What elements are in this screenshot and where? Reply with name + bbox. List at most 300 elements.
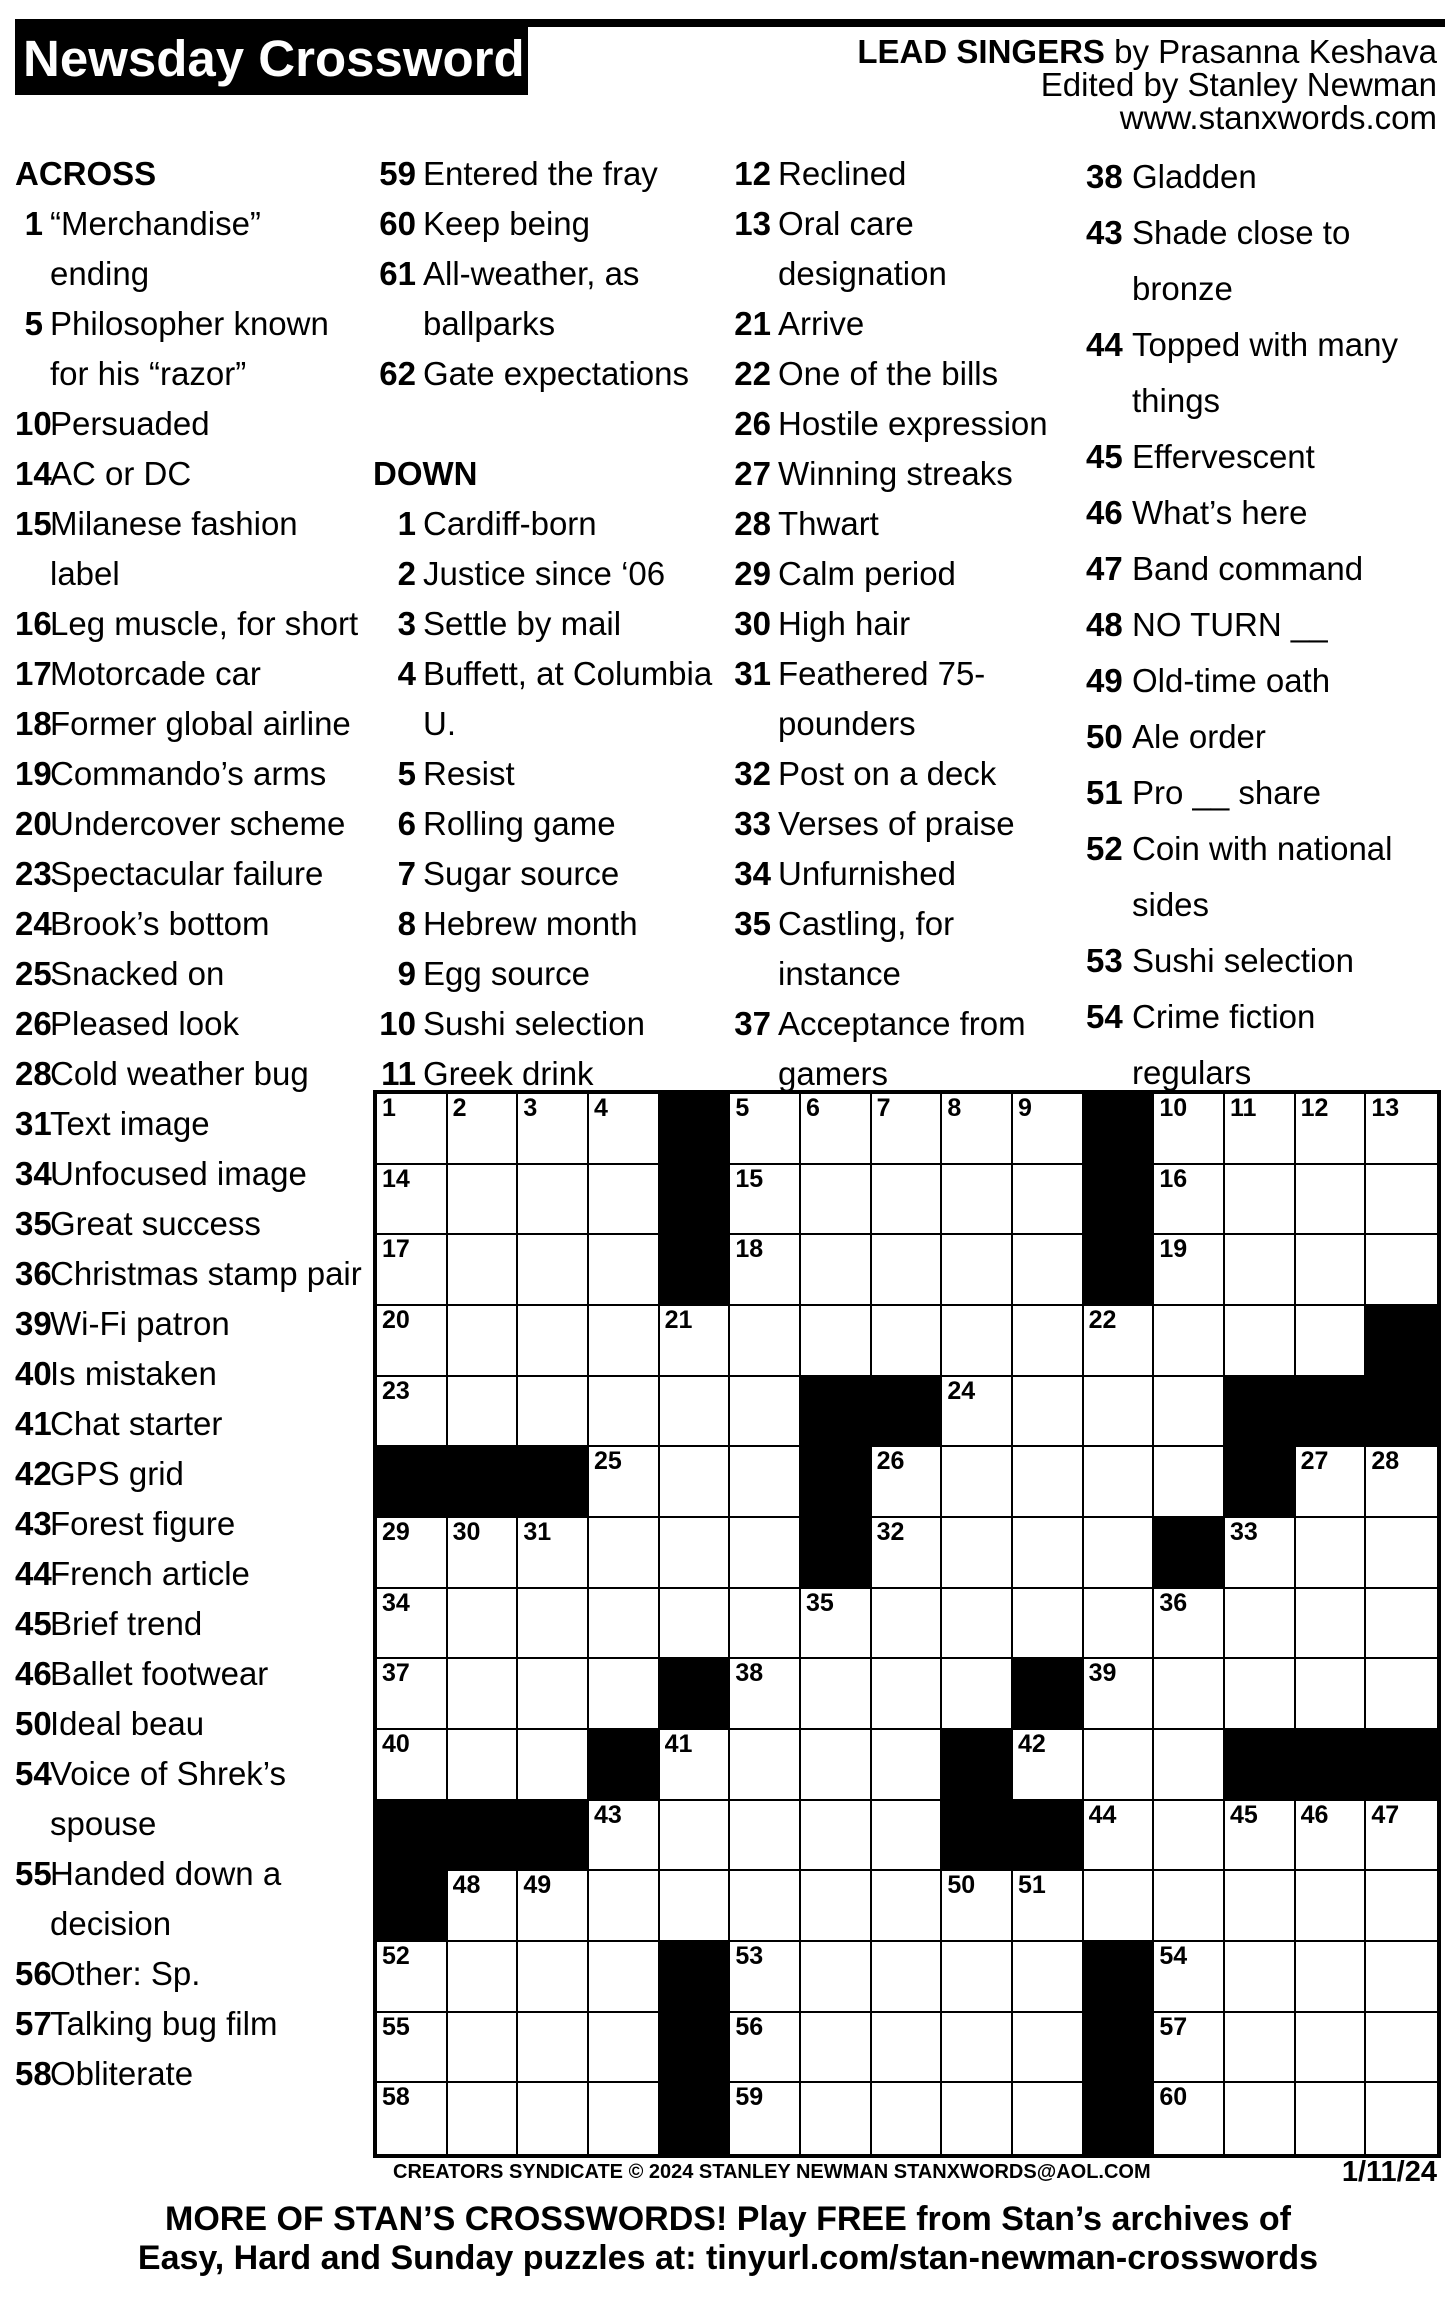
- grid-cell[interactable]: [660, 1447, 731, 1518]
- grid-cell[interactable]: [730, 2083, 801, 2154]
- grid-cell[interactable]: [1225, 1094, 1296, 1165]
- grid-cell[interactable]: [1296, 1801, 1367, 1872]
- grid-cell[interactable]: [1084, 1589, 1155, 1660]
- grid-cell[interactable]: [589, 1659, 660, 1730]
- clue-text: Oral care designation: [778, 205, 947, 292]
- grid-cell[interactable]: [660, 1377, 731, 1448]
- clue-text: Unfurnished: [778, 855, 956, 892]
- grid-cell[interactable]: [518, 1306, 589, 1377]
- grid-cell[interactable]: [801, 1871, 872, 1942]
- clue-number: 43: [1086, 214, 1123, 251]
- grid-cell[interactable]: [942, 1659, 1013, 1730]
- grid-cell[interactable]: [1154, 1306, 1225, 1377]
- grid-cell[interactable]: [1225, 1235, 1296, 1306]
- grid-cell[interactable]: [1225, 1801, 1296, 1872]
- grid-cell[interactable]: [518, 1589, 589, 1660]
- grid-cell[interactable]: [872, 1589, 943, 1660]
- clue-number: 22: [734, 355, 771, 392]
- cell-number: 24: [947, 1376, 976, 1405]
- grid-cell[interactable]: [1154, 1730, 1225, 1801]
- grid-cell[interactable]: [801, 1659, 872, 1730]
- grid-cell[interactable]: [1013, 1306, 1084, 1377]
- grid-cell[interactable]: [518, 1659, 589, 1730]
- grid-cell[interactable]: [589, 1801, 660, 1872]
- clue-number: 44: [15, 1555, 52, 1592]
- grid-cell[interactable]: [730, 1306, 801, 1377]
- grid-cell[interactable]: [518, 1235, 589, 1306]
- cell-number: 52: [382, 1941, 410, 1970]
- grid-cell[interactable]: [1366, 1942, 1437, 2013]
- grid-cell[interactable]: [1225, 1871, 1296, 1942]
- grid-cell[interactable]: [448, 1589, 519, 1660]
- grid-cell[interactable]: [1225, 1306, 1296, 1377]
- grid-cell[interactable]: [1296, 1942, 1367, 2013]
- grid-cell[interactable]: [872, 1801, 943, 1872]
- grid-cell[interactable]: [377, 1730, 448, 1801]
- clue-text: Forest figure: [50, 1505, 236, 1542]
- down-clue: [373, 549, 718, 599]
- grid-cell[interactable]: [1296, 1589, 1367, 1660]
- grid-cell[interactable]: [518, 1377, 589, 1448]
- across-clue: [15, 1399, 365, 1449]
- across-clue: [15, 1199, 365, 1249]
- grid-cell[interactable]: [1296, 1659, 1367, 1730]
- cell-number: 54: [1159, 1941, 1188, 1970]
- clue-number: 46: [15, 1655, 52, 1692]
- grid-cell[interactable]: [730, 1094, 801, 1165]
- grid-cell[interactable]: [730, 1871, 801, 1942]
- grid-cell[interactable]: [1296, 1306, 1367, 1377]
- grid-cell[interactable]: [1296, 1235, 1367, 1306]
- grid-cell[interactable]: [1013, 1730, 1084, 1801]
- across-clue: [15, 1749, 365, 1849]
- down-clue-list-continued: [1086, 149, 1441, 1101]
- clue-text: Band command: [1132, 550, 1364, 587]
- clue-number: 41: [15, 1405, 52, 1442]
- cell-number: 27: [1300, 1447, 1329, 1476]
- clue-text: Obliterate: [50, 2055, 194, 2092]
- cell-number: 59: [735, 2083, 764, 2112]
- clue-text: Persuaded: [50, 405, 210, 442]
- grid-cell[interactable]: [1366, 1235, 1437, 1306]
- grid-cell[interactable]: [1296, 2083, 1367, 2154]
- clue-number: 40: [15, 1355, 52, 1392]
- grid-cell[interactable]: [1013, 1871, 1084, 1942]
- across-clue: [15, 449, 365, 499]
- clue-number: 43: [15, 1505, 52, 1542]
- grid-cell[interactable]: [518, 1518, 589, 1589]
- grid-cell[interactable]: [1296, 1871, 1367, 1942]
- clue-text: Sushi selection: [1132, 942, 1354, 979]
- clue-number: 38: [1086, 158, 1123, 195]
- grid-cell[interactable]: [1084, 1730, 1155, 1801]
- grid-cell[interactable]: [1366, 1447, 1437, 1518]
- grid-cell[interactable]: [872, 1659, 943, 1730]
- grid-cell[interactable]: [1084, 1801, 1155, 1872]
- grid-cell[interactable]: [1225, 1659, 1296, 1730]
- grid-cell[interactable]: [1084, 1447, 1155, 1518]
- clue-number: 20: [15, 805, 52, 842]
- clue-number: 36: [15, 1255, 52, 1292]
- grid-cell[interactable]: [872, 1165, 943, 1236]
- down-clue: [728, 299, 1073, 349]
- grid-cell[interactable]: [1225, 1942, 1296, 2013]
- grid-cell[interactable]: [1013, 1447, 1084, 1518]
- grid-block: [1366, 1730, 1437, 1801]
- grid-cell[interactable]: [801, 1730, 872, 1801]
- grid-cell[interactable]: [730, 1659, 801, 1730]
- down-clue: [373, 999, 718, 1049]
- grid-cell[interactable]: [730, 1589, 801, 1660]
- clue-text: Great success: [50, 1205, 261, 1242]
- grid-cell[interactable]: [1013, 1589, 1084, 1660]
- grid-cell[interactable]: [377, 1589, 448, 1660]
- grid-cell[interactable]: [801, 1801, 872, 1872]
- grid-cell[interactable]: [377, 1942, 448, 2013]
- grid-cell[interactable]: [1366, 1871, 1437, 1942]
- grid-cell[interactable]: [872, 1094, 943, 1165]
- cell-number: 25: [593, 1447, 622, 1476]
- cell-number: 15: [735, 1164, 764, 1193]
- across-clue: [15, 1499, 365, 1549]
- clue-number: 12: [734, 155, 771, 192]
- grid-cell[interactable]: [872, 1447, 943, 1518]
- cell-number: 5: [735, 1094, 750, 1122]
- clue-text: Is mistaken: [50, 1355, 217, 1392]
- cell-number: 45: [1229, 1800, 1258, 1829]
- grid-block: [1296, 1730, 1367, 1801]
- grid-cell[interactable]: [1084, 1518, 1155, 1589]
- clue-number: 35: [734, 905, 771, 942]
- grid-cell[interactable]: [942, 1377, 1013, 1448]
- grid-cell[interactable]: [1154, 2083, 1225, 2154]
- grid-block: [660, 2013, 731, 2084]
- grid-cell[interactable]: [589, 1094, 660, 1165]
- grid-cell[interactable]: [589, 1871, 660, 1942]
- grid-cell[interactable]: [589, 2083, 660, 2154]
- clue-number: 56: [15, 1955, 52, 1992]
- down-clue: [728, 549, 1073, 599]
- grid-cell[interactable]: [660, 1589, 731, 1660]
- grid-cell[interactable]: [872, 1730, 943, 1801]
- grid-cell[interactable]: [942, 1306, 1013, 1377]
- grid-cell[interactable]: [448, 1094, 519, 1165]
- grid-cell[interactable]: [942, 1094, 1013, 1165]
- grid-cell[interactable]: [589, 1165, 660, 1236]
- cell-number: 46: [1300, 1800, 1329, 1829]
- grid-cell[interactable]: [518, 2013, 589, 2084]
- grid-cell[interactable]: [730, 1377, 801, 1448]
- grid-cell[interactable]: [1225, 1518, 1296, 1589]
- grid-cell[interactable]: [377, 2083, 448, 2154]
- grid-cell[interactable]: [1366, 2013, 1437, 2084]
- grid-cell[interactable]: [518, 1730, 589, 1801]
- grid-cell[interactable]: [589, 1447, 660, 1518]
- grid-block: [1084, 1165, 1155, 1236]
- clue-text: Hostile expression: [778, 405, 1048, 442]
- grid-cell[interactable]: [1013, 2013, 1084, 2084]
- grid-cell[interactable]: [1154, 1235, 1225, 1306]
- grid-cell[interactable]: [1154, 1942, 1225, 2013]
- grid-cell[interactable]: [518, 1871, 589, 1942]
- grid-cell[interactable]: [1013, 1377, 1084, 1448]
- cell-number: 14: [382, 1164, 410, 1193]
- down-clue: [728, 149, 1073, 199]
- grid-cell[interactable]: [1296, 1447, 1367, 1518]
- grid-cell[interactable]: [589, 1589, 660, 1660]
- grid-cell[interactable]: [1296, 1165, 1367, 1236]
- grid-cell[interactable]: [448, 2083, 519, 2154]
- grid-cell[interactable]: [377, 1377, 448, 1448]
- grid-cell[interactable]: [872, 2083, 943, 2154]
- clue-text: Shade close to bronze: [1132, 214, 1351, 307]
- grid-cell[interactable]: [448, 1942, 519, 2013]
- clue-number: 45: [15, 1605, 52, 1642]
- grid-cell[interactable]: [942, 1235, 1013, 1306]
- grid-cell[interactable]: [801, 1094, 872, 1165]
- grid-cell[interactable]: [1296, 1094, 1367, 1165]
- grid-cell[interactable]: [872, 1942, 943, 2013]
- grid-cell[interactable]: [730, 1447, 801, 1518]
- down-clue: [728, 649, 1073, 749]
- grid-cell[interactable]: [730, 1165, 801, 1236]
- grid-cell[interactable]: [1154, 1165, 1225, 1236]
- across-clue: [373, 249, 718, 349]
- grid-cell[interactable]: [872, 1518, 943, 1589]
- grid-cell[interactable]: [518, 1094, 589, 1165]
- across-clues-column-2: [373, 149, 718, 1099]
- grid-block: [1225, 1730, 1296, 1801]
- grid-cell[interactable]: [1366, 1165, 1437, 1236]
- grid-cell[interactable]: [1154, 1447, 1225, 1518]
- grid-cell[interactable]: [942, 1165, 1013, 1236]
- cell-number: 56: [735, 2012, 764, 2041]
- grid-cell[interactable]: [448, 2013, 519, 2084]
- down-clue: [1086, 709, 1441, 765]
- grid-cell[interactable]: [1366, 1659, 1437, 1730]
- grid-cell[interactable]: [1366, 2083, 1437, 2154]
- grid-cell[interactable]: [1366, 1518, 1437, 1589]
- clue-number: 1: [24, 205, 43, 242]
- grid-cell[interactable]: [1296, 1518, 1367, 1589]
- clue-number: 45: [1086, 438, 1123, 475]
- website-link[interactable]: www.stanxwords.com: [1119, 99, 1437, 136]
- cell-number: 49: [523, 1871, 552, 1900]
- clue-text: Topped with many things: [1132, 326, 1398, 419]
- grid-cell[interactable]: [589, 2013, 660, 2084]
- grid-cell[interactable]: [589, 1518, 660, 1589]
- cell-number: 38: [735, 1659, 764, 1688]
- grid-cell[interactable]: [377, 1659, 448, 1730]
- clue-number: 62: [379, 355, 416, 392]
- grid-cell[interactable]: [801, 2013, 872, 2084]
- grid-cell[interactable]: [448, 1306, 519, 1377]
- grid-block: [448, 1447, 519, 1518]
- clue-number: 11: [381, 1055, 416, 1092]
- grid-cell[interactable]: [872, 2013, 943, 2084]
- grid-cell[interactable]: [942, 1871, 1013, 1942]
- grid-cell[interactable]: [942, 1447, 1013, 1518]
- grid-cell[interactable]: [1154, 1094, 1225, 1165]
- cell-number: 31: [523, 1517, 552, 1546]
- grid-cell[interactable]: [1366, 1094, 1437, 1165]
- across-clue: [15, 699, 365, 749]
- across-clue: [15, 1149, 365, 1199]
- grid-cell[interactable]: [1225, 2083, 1296, 2154]
- grid-cell[interactable]: [377, 2013, 448, 2084]
- grid-cell[interactable]: [1084, 1871, 1155, 1942]
- grid-cell[interactable]: [1013, 2083, 1084, 2154]
- across-clue: [373, 199, 718, 249]
- across-clue: [15, 2049, 365, 2099]
- grid-block: [1013, 1801, 1084, 1872]
- grid-cell[interactable]: [1154, 1659, 1225, 1730]
- grid-cell[interactable]: [1084, 1306, 1155, 1377]
- across-clue: [373, 149, 718, 199]
- grid-block: [1084, 1942, 1155, 2013]
- clue-number: 55: [15, 1855, 52, 1892]
- grid-cell[interactable]: [1154, 1801, 1225, 1872]
- grid-cell[interactable]: [660, 1730, 731, 1801]
- clue-number: 15: [15, 505, 52, 542]
- grid-cell[interactable]: [1154, 2013, 1225, 2084]
- clue-text: “Merchandise” ending: [50, 205, 261, 292]
- down-clue: [728, 199, 1073, 299]
- grid-cell[interactable]: [1225, 1165, 1296, 1236]
- cell-number: 36: [1159, 1588, 1188, 1617]
- grid-cell[interactable]: [377, 1518, 448, 1589]
- down-clue: [1086, 429, 1441, 485]
- grid-cell[interactable]: [589, 1942, 660, 2013]
- across-clue: [15, 299, 365, 399]
- across-clue: [15, 1349, 365, 1399]
- grid-block: [660, 1235, 731, 1306]
- clue-text: Talking bug film: [50, 2005, 278, 2042]
- grid-cell[interactable]: [1154, 1589, 1225, 1660]
- grid-cell[interactable]: [518, 2083, 589, 2154]
- grid-cell[interactable]: [448, 1518, 519, 1589]
- clue-number: 28: [15, 1055, 52, 1092]
- clue-text: Effervescent: [1132, 438, 1315, 475]
- clue-text: Gate expectations: [423, 355, 689, 392]
- clue-number: 5: [24, 305, 43, 342]
- grid-cell[interactable]: [1225, 2013, 1296, 2084]
- grid-cell[interactable]: [942, 2013, 1013, 2084]
- clue-number: 13: [734, 205, 771, 242]
- grid-cell[interactable]: [377, 1094, 448, 1165]
- grid-cell[interactable]: [801, 1165, 872, 1236]
- grid-cell[interactable]: [448, 1235, 519, 1306]
- cell-number: 33: [1229, 1517, 1258, 1546]
- grid-cell[interactable]: [589, 1306, 660, 1377]
- clue-number: 24: [15, 905, 52, 942]
- grid-cell[interactable]: [448, 1377, 519, 1448]
- across-clue: [15, 1599, 365, 1649]
- grid-cell[interactable]: [518, 1165, 589, 1236]
- grid-cell[interactable]: [1013, 1518, 1084, 1589]
- grid-cell[interactable]: [660, 1518, 731, 1589]
- grid-cell[interactable]: [1366, 1801, 1437, 1872]
- clue-number: 59: [379, 155, 416, 192]
- grid-cell[interactable]: [872, 1235, 943, 1306]
- grid-block: [872, 1377, 943, 1448]
- clue-number: 35: [15, 1205, 52, 1242]
- grid-cell[interactable]: [801, 2083, 872, 2154]
- grid-block: [942, 1801, 1013, 1872]
- grid-cell[interactable]: [1225, 1589, 1296, 1660]
- grid-cell[interactable]: [1013, 1235, 1084, 1306]
- across-clue: [15, 749, 365, 799]
- grid-cell[interactable]: [1154, 1377, 1225, 1448]
- grid-cell[interactable]: [589, 1377, 660, 1448]
- grid-cell[interactable]: [518, 1942, 589, 2013]
- grid-cell[interactable]: [660, 1871, 731, 1942]
- grid-cell[interactable]: [942, 1518, 1013, 1589]
- grid-cell[interactable]: [448, 1871, 519, 1942]
- clue-number: 31: [15, 1105, 52, 1142]
- grid-cell[interactable]: [872, 1306, 943, 1377]
- across-clue: [15, 949, 365, 999]
- page-title: Newsday Crossword: [15, 27, 528, 95]
- grid-cell[interactable]: [1366, 1589, 1437, 1660]
- grid-cell[interactable]: [1154, 1871, 1225, 1942]
- grid-cell[interactable]: [730, 1801, 801, 1872]
- grid-cell[interactable]: [589, 1235, 660, 1306]
- grid-cell[interactable]: [1013, 1165, 1084, 1236]
- grid-cell[interactable]: [801, 1235, 872, 1306]
- grid-cell[interactable]: [730, 1730, 801, 1801]
- grid-cell[interactable]: [448, 1659, 519, 1730]
- grid-cell[interactable]: [1084, 1659, 1155, 1730]
- clue-text: Settle by mail: [423, 605, 622, 642]
- grid-cell[interactable]: [942, 1589, 1013, 1660]
- down-clue: [728, 749, 1073, 799]
- grid-cell[interactable]: [1084, 1377, 1155, 1448]
- grid-cell[interactable]: [801, 1589, 872, 1660]
- clue-text: High hair: [778, 605, 911, 642]
- clue-number: 27: [734, 455, 771, 492]
- clue-text: Verses of praise: [778, 805, 1015, 842]
- grid-cell[interactable]: [1013, 1942, 1084, 2013]
- clue-text: Wi-Fi patron: [50, 1305, 230, 1342]
- grid-cell[interactable]: [942, 2083, 1013, 2154]
- grid-cell[interactable]: [660, 1801, 731, 1872]
- grid-cell[interactable]: [801, 1306, 872, 1377]
- grid-cell[interactable]: [942, 1942, 1013, 2013]
- grid-cell[interactable]: [730, 1518, 801, 1589]
- grid-cell[interactable]: [377, 1165, 448, 1236]
- grid-cell[interactable]: [377, 1306, 448, 1377]
- grid-cell[interactable]: [448, 1165, 519, 1236]
- grid-cell[interactable]: [1013, 1094, 1084, 1165]
- grid-cell[interactable]: [377, 1235, 448, 1306]
- author: by Prasanna Keshava: [1114, 33, 1437, 70]
- grid-cell[interactable]: [872, 1871, 943, 1942]
- down-clue: [728, 899, 1073, 999]
- promo-line-2[interactable]: Easy, Hard and Sunday puzzles at: tinyurl.com/stan-newman-crosswords: [137, 2239, 1319, 2277]
- grid-cell[interactable]: [730, 2013, 801, 2084]
- grid-cell[interactable]: [1296, 2013, 1367, 2084]
- cell-number: 22: [1088, 1305, 1117, 1334]
- grid-cell[interactable]: [730, 1942, 801, 2013]
- down-clue: [373, 599, 718, 649]
- down-clue: [728, 499, 1073, 549]
- clue-text: Cardiff-born: [423, 505, 597, 542]
- grid-cell[interactable]: [801, 1942, 872, 2013]
- grid-cell[interactable]: [730, 1235, 801, 1306]
- grid-cell[interactable]: [660, 1306, 731, 1377]
- grid-cell[interactable]: [448, 1730, 519, 1801]
